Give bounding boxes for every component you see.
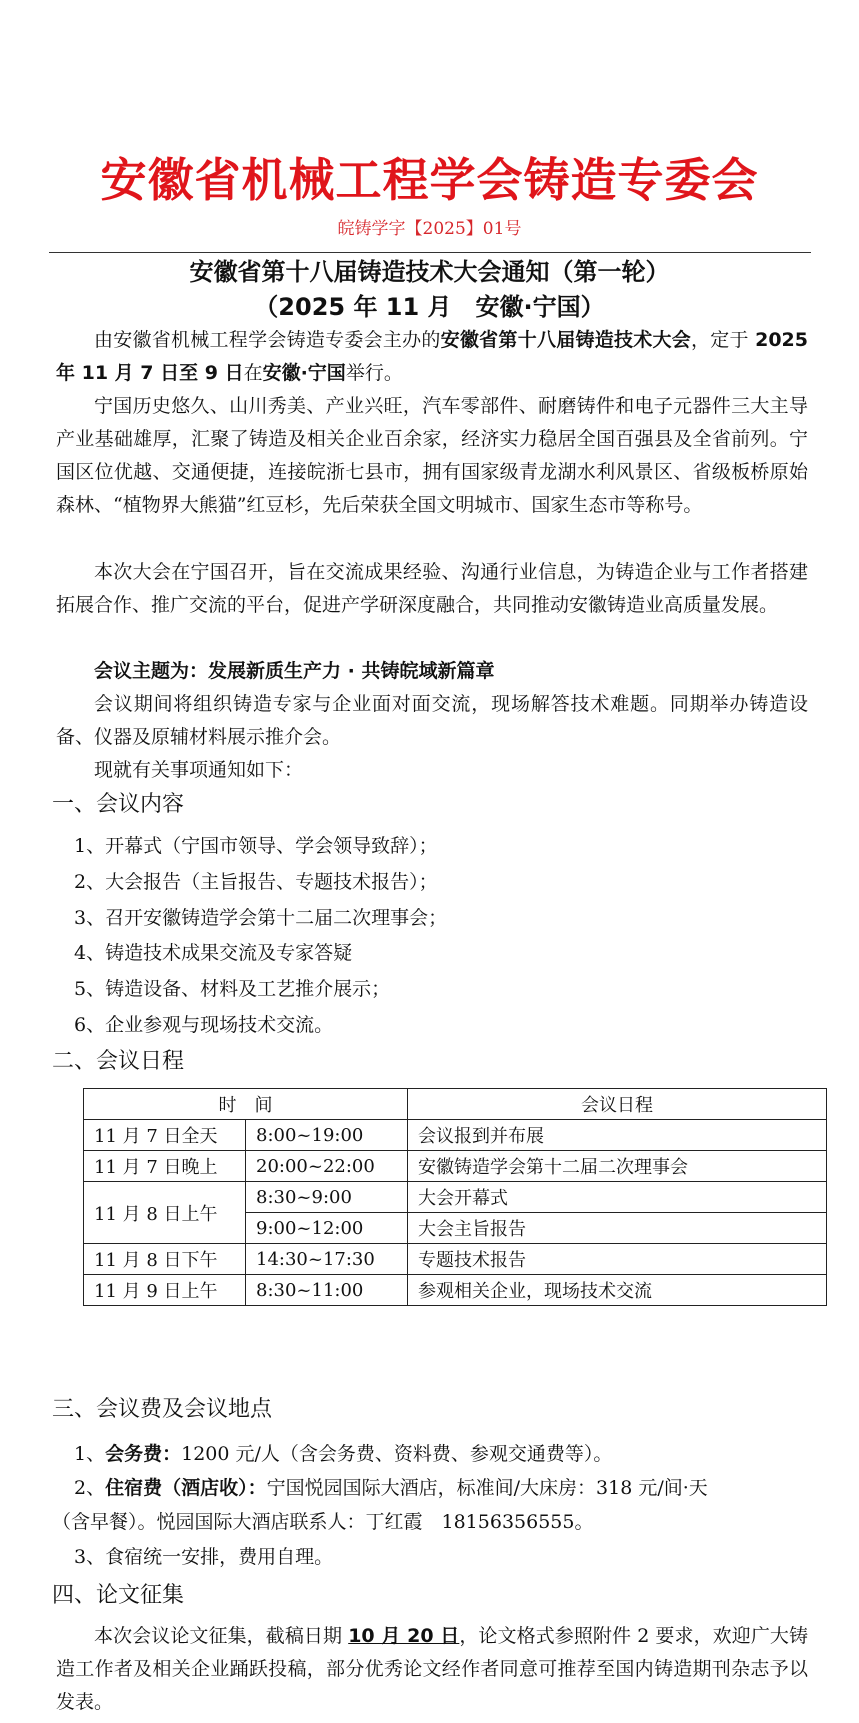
header-divider: [49, 252, 811, 253]
notice-subtitle: （2025 年 11 月 安徽·宁国）: [254, 293, 605, 321]
column-header-agenda: 会议日程: [408, 1089, 827, 1120]
intro-paragraph-4: 会议期间将组织铸造专家与企业面对面交流，现场解答技术难题。同期举办铸造设备、仪器及原辅材料展示推介会。: [56, 693, 808, 748]
time-cell: 9:00~12:00: [246, 1213, 408, 1244]
list-item: 5、铸造设备、材料及工艺推介展示；: [74, 978, 391, 1000]
hotel-item-continued: （含早餐）。悦园国际大酒店联系人：丁红霞 18156356555。: [52, 1511, 594, 1533]
hotel-item: 2、住宿费（酒店收）：宁国悦园国际大酒店，标准间/大床房：318 元/间·天: [74, 1477, 708, 1499]
papers-paragraph: 本次会议论文征集，截稿日期 10 月 20 日，论文格式参照附件 2 要求，欢迎广大铸造工作者及相关企业踊跃投稿，部分优秀论文经作者同意可推荐至国内铸造期刊杂志予以发表。: [56, 1625, 808, 1713]
section-heading-schedule: 二、会议日程: [52, 1049, 185, 1074]
table-row: [84, 1151, 827, 1182]
intro-paragraph-5: 现就有关事项通知如下：: [94, 759, 304, 781]
schedule-table: [83, 1088, 827, 1306]
section-heading-fees: 三、会议费及会议地点: [52, 1397, 273, 1422]
agenda-cell: 大会主旨报告: [408, 1213, 827, 1244]
date-cell: 11 月 9 日上午: [84, 1275, 246, 1306]
time-cell: 8:30~9:00: [246, 1182, 408, 1213]
notice-title: 安徽省第十八届铸造技术大会通知（第一轮）: [189, 258, 670, 286]
date-cell: 11 月 7 日晚上: [84, 1151, 246, 1182]
misc-item: 3、食宿统一安排，费用自理。: [74, 1546, 334, 1568]
intro-paragraph-2: 宁国历史悠久、山川秀美、产业兴旺，汽车零部件、耐磨铸件和电子元器件三大主导产业基础雄厚，汇聚了铸造及相关企业百余家，经济实力稳居全国百强县及全省前列。宁国区位优越、交通便捷，连接皖浙七县市，拥有国家级青龙湖水利风景区、省级板桥原始森林、“植物界大熊猫”红豆杉，先后荣获全国文明城市、国家生态市等称号。: [56, 395, 808, 516]
agenda-cell: 安徽铸造学会第十二届二次理事会: [408, 1151, 827, 1182]
list-item: 6、企业参观与现场技术交流。: [74, 1014, 334, 1036]
org-title: 安徽省机械工程学会铸造专委会: [100, 153, 759, 207]
table-row: [84, 1244, 827, 1275]
date-cell: 11 月 8 日上午: [84, 1182, 246, 1244]
time-cell: 8:30~11:00: [246, 1275, 408, 1306]
table-header-row: [84, 1089, 827, 1120]
meeting-theme: 会议主题为：发展新质生产力 · 共铸皖域新篇章: [94, 660, 495, 682]
agenda-cell: 大会开幕式: [408, 1182, 827, 1213]
agenda-cell: 会议报到并布展: [408, 1120, 827, 1151]
agenda-cell: 参观相关企业，现场技术交流: [408, 1275, 827, 1306]
deadline-date: 10 月 20 日: [348, 1625, 460, 1647]
column-header-time: 时 间: [84, 1089, 408, 1120]
section-heading-papers: 四、论文征集: [52, 1583, 185, 1608]
list-item: 4、铸造技术成果交流及专家答疑: [74, 942, 353, 964]
list-item: 1、开幕式（宁国市领导、学会领导致辞）；: [74, 835, 438, 857]
section-heading-content: 一、会议内容: [52, 792, 185, 817]
list-item: 2、大会报告（主旨报告、专题技术报告）；: [74, 871, 438, 893]
table-row: [84, 1182, 827, 1213]
intro-paragraph-3: 本次大会在宁国召开，旨在交流成果经验、沟通行业信息，为铸造企业与工作者搭建拓展合作、推广交流的平台，促进产学研深度融合，共同推动安徽铸造业高质量发展。: [56, 561, 808, 616]
document-number: 皖铸学字【2025】01号: [337, 219, 522, 239]
time-cell: 14:30~17:30: [246, 1244, 408, 1275]
table-row: [84, 1275, 827, 1306]
fee-item: 1、会务费：1200 元/人（含会务费、资料费、参观交通费等）。: [74, 1443, 613, 1465]
intro-paragraph-1: 由安徽省机械工程学会铸造专委会主办的安徽省第十八届铸造技术大会，定于 2025 年 11 月 7 日至 9 日在安徽·宁国举行。: [56, 329, 808, 384]
date-cell: 11 月 8 日下午: [84, 1244, 246, 1275]
table-row: [84, 1120, 827, 1151]
time-cell: 20:00~22:00: [246, 1151, 408, 1182]
time-cell: 8:00~19:00: [246, 1120, 408, 1151]
agenda-cell: 专题技术报告: [408, 1244, 827, 1275]
date-cell: 11 月 7 日全天: [84, 1120, 246, 1151]
list-item: 3、召开安徽铸造学会第十二届二次理事会；: [74, 907, 448, 929]
